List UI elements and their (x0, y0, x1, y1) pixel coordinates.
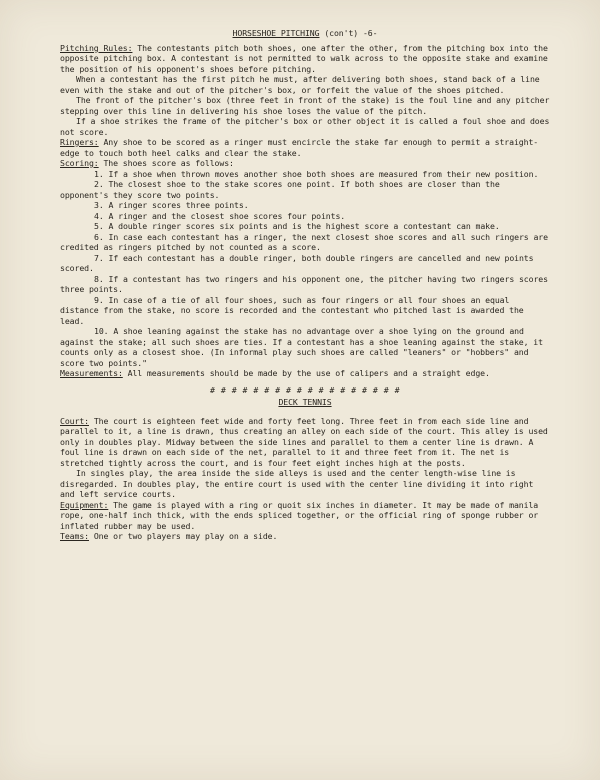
measurements-label: Measurements: (60, 368, 123, 378)
ringers-text: Any shoe to be scored as a ringer must encircle the stake far enough to permit a straight-edge to touch both heel calks and clear the stake. (60, 137, 539, 158)
page-header (60, 28, 550, 39)
section-title: HORSESHOE PITCHING (232, 28, 320, 38)
teams-paragraph (60, 531, 550, 542)
scoring-item: 4. A ringer and the closest shoe scores four points. (94, 210, 346, 221)
ringers-paragraph (60, 137, 550, 158)
scoring-item: 2. The closest shoe to the stake scores one point. If both shoes are closer than the opponent's they score two points. (60, 179, 500, 200)
paragraph: The front of the pitcher's box (three feet in front of the stake) is the foul line and any pitcher stepping over this line in delivering his shoe loses the value of the pitch. (60, 95, 550, 116)
deck-tennis-title: DECK TENNIS (278, 397, 332, 407)
court-text: The court is eighteen feet wide and forty feet long. Three feet in from each side line and parallel to it, a line is drawn, thus creating an alley on each side of the court. This alley is used only in doubles play. Midway between the side lines and parallel to them a center line is drawn. A foul line is drawn on each side of the net, parallel to it and three feet from it. The net is stretched tightly across the court, and is four feet eight inches high at the posts. (60, 415, 548, 468)
pitching-rules-label: Pitching Rules: (60, 42, 133, 53)
scoring-item: 7. If each contestant has a double ringer, both double ringers are cancelled and new points scored. (60, 252, 534, 273)
equipment-text: The game is played with a ring or quoit six inches in diameter. It may be made of manila rope, one-half inch thick, with the ends spliced together, or the official ring of sponge rubber or inflated rubber may be used. (60, 499, 539, 531)
equipment-label: Equipment: (60, 499, 109, 510)
page-number: -6- (362, 28, 378, 38)
pitching-rules-text: The contestants pitch both shoes, one after the other, from the pitching box into the opposite pitching box. A contestant is not permitted to walk across to the opposite stake and examine the position of his opponent's shoes before pitching. (60, 42, 548, 74)
section-separator: # # # # # # # # # # # # # # # # # # (209, 384, 401, 395)
teams-label: Teams: (60, 531, 89, 541)
equipment-paragraph (60, 500, 550, 532)
scoring-label: Scoring: (60, 158, 99, 168)
paragraph: If a shoe strikes the frame of the pitcher's box or other object it is called a foul shoe and does not score. (60, 116, 550, 137)
scoring-item: 9. In case of a tie of all four shoes, such as four ringers or all four shoes an equal distance from the stake, no score is recorded and the contestant who pitched last is awarded the lead. (60, 294, 524, 326)
paragraph: In singles play, the area inside the side alleys is used and the center length-wise line is disregarded. In doubles play, the entire court is used with the center line dividing it into right and left service courts. (60, 468, 534, 499)
deck-tennis-heading (60, 397, 550, 408)
teams-text: One or two players may play on a side. (88, 531, 278, 541)
scoring-paragraph (60, 158, 550, 169)
paragraph: When a contestant has the first pitch he must, after delivering both shoes, stand back of a line even with the stake and out of the pitcher's box, or forfeit the value of the shoes pitched. (60, 74, 540, 95)
court-paragraph (60, 416, 550, 469)
scoring-item: 5. A double ringer scores six points and is the highest score a contestant can make. (94, 221, 500, 231)
document-body (60, 28, 550, 542)
measurements-text: All measurements should be made by the use of calipers and a straight edge. (122, 368, 490, 378)
measurements-paragraph (60, 368, 550, 379)
scoring-item: 1. If a shoe when thrown moves another shoe both shoes are measured from their new position. (94, 168, 539, 179)
scoring-item: 6. In case each contestant has a ringer, the next closest shoe scores and all such ringers are credited as ringers pitched by not counted as a score. (60, 231, 548, 252)
scoring-item: 8. If a contestant has two ringers and his opponent one, the pitcher having two ringers scores three points. (60, 273, 548, 294)
scoring-text: The shoes score as follows: (98, 158, 234, 168)
ringers-label: Ringers: (60, 137, 99, 147)
court-label: Court: (60, 415, 89, 426)
scoring-item: 10. A shoe leaning against the stake has no advantage over a shoe lying on the ground and against the stake; all such shoes are ties. If a contestant has a shoe leaning against the stake, it counts only as a closest shoe. (In informal play such shoes are called "leaners" or "hobbers" and score two points." (60, 326, 543, 368)
pitching-rules-paragraph (60, 43, 550, 75)
scoring-item: 3. A ringer scores three points. (94, 200, 249, 210)
continued-label: (con't) (324, 28, 359, 38)
